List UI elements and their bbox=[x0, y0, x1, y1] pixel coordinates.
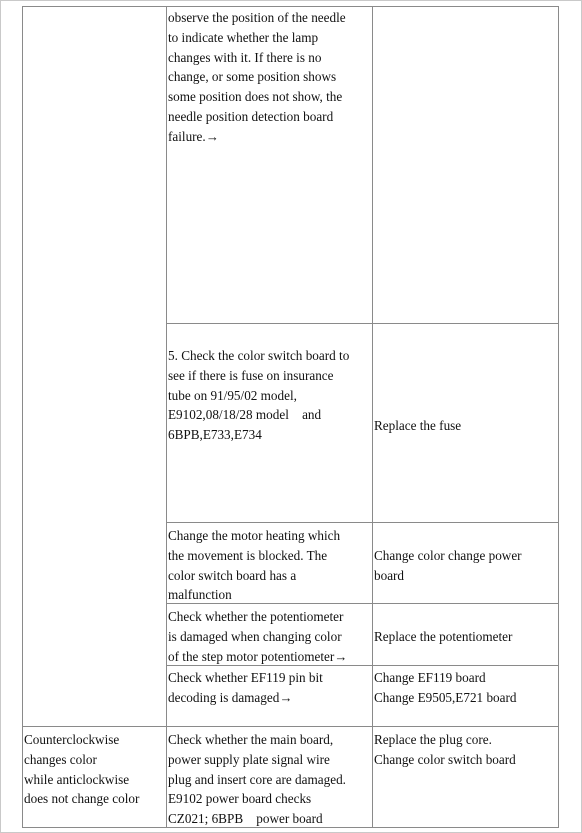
table-border-left bbox=[22, 6, 23, 828]
cell-text-line: Change EF119 board bbox=[374, 670, 486, 685]
cell-text-line: 5. Check the color switch board to bbox=[168, 348, 350, 363]
table-border-top bbox=[22, 6, 559, 7]
row-divider-2 bbox=[166, 522, 559, 523]
cell-text-line: Replace the potentiometer bbox=[374, 629, 513, 644]
cell-text-line: some position does not show, the bbox=[168, 89, 343, 105]
table-divider-col1 bbox=[166, 6, 167, 828]
cell-text-line: Check whether the potentiometer bbox=[168, 609, 344, 624]
cell-text-line: board bbox=[374, 567, 405, 583]
cell-text-line: E9102 power board checks bbox=[168, 791, 312, 807]
row4-check-cell bbox=[168, 607, 372, 666]
cell-text-line: Replace the plug core. bbox=[374, 732, 492, 747]
cell-text-line: failure.→ bbox=[168, 128, 219, 144]
cell-text-line: changes with it. If there is no bbox=[168, 49, 322, 65]
row1-check-cell bbox=[168, 8, 372, 147]
cell-text-line: while anticlockwise bbox=[24, 771, 130, 787]
cell-text-line: color switch board has a bbox=[168, 567, 297, 583]
row6-symptom-cell bbox=[24, 730, 166, 809]
table-border-right bbox=[558, 6, 559, 828]
cell-text-line: Change color switch board bbox=[374, 751, 516, 767]
row5-solution-cell bbox=[374, 668, 558, 708]
cell-text-line: changes color bbox=[24, 751, 97, 767]
cell-text-line: Change color change power bbox=[374, 548, 522, 563]
cell-text-line: Check whether EF119 pin bit bbox=[168, 670, 323, 685]
row6-check-cell bbox=[168, 730, 372, 829]
cell-text-line: does not change color bbox=[24, 791, 140, 807]
cell-text-line: Change E9505,E721 board bbox=[374, 689, 517, 705]
cell-text-line: see if there is fuse on insurance bbox=[168, 367, 334, 383]
cell-text-line: decoding is damaged→ bbox=[168, 689, 293, 705]
cell-text-line: Change the motor heating which bbox=[168, 528, 341, 543]
row-divider-1 bbox=[166, 323, 559, 324]
row3-check-cell bbox=[168, 526, 372, 605]
cell-text-line: Check whether the main board, bbox=[168, 732, 334, 747]
cell-text-line: of the step motor potentiometer→ bbox=[168, 648, 348, 664]
cell-text-line: power supply plate signal wire bbox=[168, 751, 330, 767]
cell-text-line: 6BPB,E733,E734 bbox=[168, 427, 262, 443]
cell-text-line: to indicate whether the lamp bbox=[168, 29, 319, 45]
row2-solution-cell bbox=[374, 416, 558, 436]
row6-solution-cell bbox=[374, 730, 558, 770]
row2-check-cell bbox=[168, 346, 372, 445]
cell-text-line: tube on 91/95/02 model, bbox=[168, 387, 297, 403]
cell-text-line: Counterclockwise bbox=[24, 732, 120, 747]
row-divider-5 bbox=[22, 726, 559, 727]
cell-text-line: CZ021; 6BPB power board bbox=[168, 811, 323, 827]
table-divider-col2 bbox=[372, 6, 373, 828]
cell-text-line: Replace the fuse bbox=[374, 418, 462, 433]
cell-text-line: E9102,08/18/28 model and bbox=[168, 407, 322, 423]
cell-text-line: is damaged when changing color bbox=[168, 628, 342, 644]
cell-text-line: plug and insert core are damaged. bbox=[168, 771, 346, 787]
cell-text-line: the movement is blocked. The bbox=[168, 547, 328, 563]
cell-text-line: observe the position of the needle bbox=[168, 10, 346, 25]
row4-solution-cell bbox=[374, 627, 558, 647]
cell-text-line: needle position detection board bbox=[168, 108, 334, 124]
row3-solution-cell bbox=[374, 546, 558, 586]
cell-text-line: change, or some position shows bbox=[168, 69, 337, 85]
row5-check-cell bbox=[168, 668, 372, 708]
cell-text-line: malfunction bbox=[168, 587, 232, 603]
